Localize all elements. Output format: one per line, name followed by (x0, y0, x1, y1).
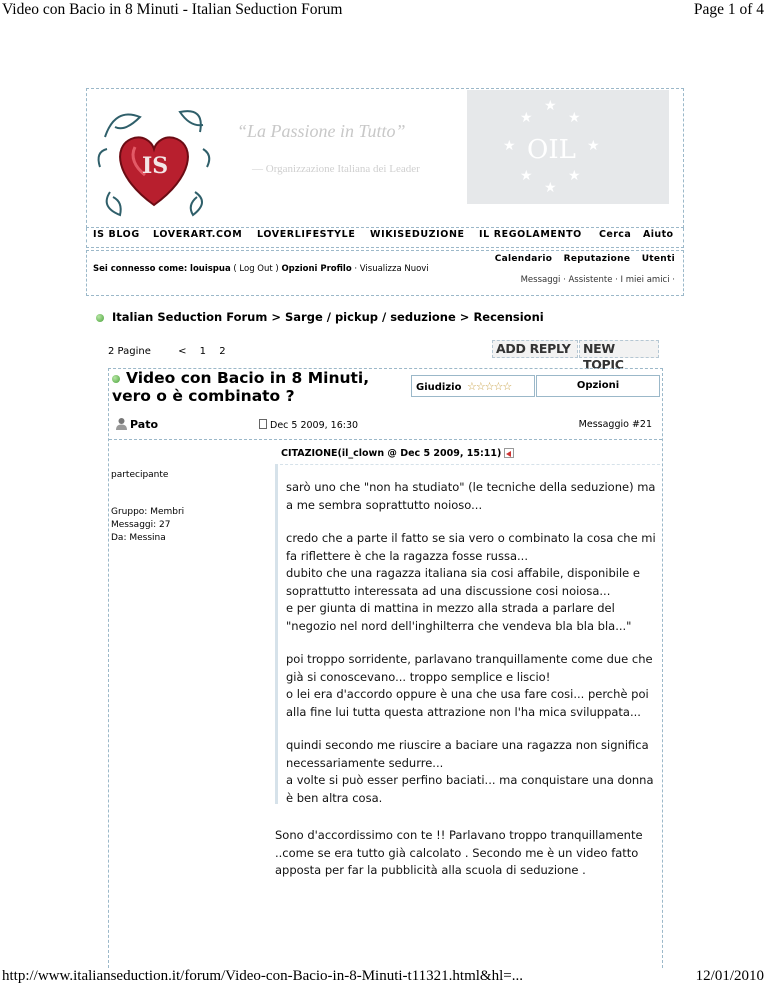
print-url: http://www.italianseduction.it/forum/Video-con-Bacio-in-8-Minuti-t11321.html&hl=... (2, 968, 523, 984)
topic-title-line1: Video con Bacio in 8 Minuti, (126, 369, 370, 387)
nav-aiuto[interactable]: Aiuto (643, 229, 674, 240)
author-name[interactable]: Pato (130, 418, 159, 431)
svg-text:★: ★ (520, 110, 533, 126)
link-utenti[interactable]: Utenti (641, 254, 675, 264)
user-icon (115, 417, 128, 430)
topic-options-button[interactable]: Opzioni (536, 375, 660, 397)
quote-header (281, 448, 514, 459)
view-post-icon[interactable] (504, 448, 514, 458)
green-bullet-icon (112, 375, 120, 383)
topic-rating[interactable] (411, 375, 535, 397)
quote-paragraph: poi troppo sorridente, parlavano tranquillamente come due che già si conoscevano... troppo semplice e liscio! o lei era d'accordo oppure è una che usa fare cosi... perchè poi alla fine lui tutta questa attrazione non l'ha mica sviluppata... (286, 652, 653, 719)
post-header-divider (109, 439, 662, 440)
connection-status (93, 264, 429, 274)
prev-page-link[interactable]: < (178, 346, 187, 357)
green-bullet-icon (96, 314, 104, 322)
username[interactable]: louispua (190, 264, 231, 274)
svg-text:★: ★ (520, 168, 533, 184)
breadcrumb-path[interactable]: Italian Seduction Forum > Sarge / pickup / seduzione > Recensioni (112, 310, 544, 324)
print-date: 12/01/2010 (695, 968, 764, 984)
banner-subslogan: — Organizzazione Italiana dei Leader (252, 163, 420, 175)
svg-text:★: ★ (568, 110, 581, 126)
nav-loverart[interactable]: LOVERART.COM (153, 229, 243, 240)
rating-stars-icon[interactable]: ☆☆☆☆☆ (466, 380, 512, 393)
oil-emblem (467, 90, 669, 204)
author-role: partecipante (111, 470, 169, 480)
post-number-link[interactable]: Messaggio #21 (578, 419, 652, 430)
add-reply-button[interactable]: ADD REPLY (492, 340, 578, 358)
page-link-1[interactable]: 1 (199, 346, 207, 357)
banner-slogan: “La Passione in Tutto” (237, 121, 406, 141)
author-message-count: Messaggi: 27 (111, 520, 171, 530)
svg-text:★: ★ (568, 168, 581, 184)
post-author (115, 417, 158, 431)
is-heart-logo[interactable] (95, 97, 213, 221)
topic-title-line2: vero o è combinato ? (112, 387, 295, 405)
link-reputazione[interactable]: Reputazione (563, 254, 631, 264)
nav-loverlifestyle[interactable]: LOVERLIFESTYLE (257, 229, 356, 240)
quote-header-text: CITAZIONE(il_clown @ Dec 5 2009, 15:11) (281, 448, 502, 459)
nav-wikiseduzione[interactable]: WIKISEDUZIONE (370, 229, 465, 240)
new-topic-button[interactable]: NEW TOPIC (579, 340, 659, 358)
reply-text: Sono d'accordissimo con te !! Parlavano troppo tranquillamente ..come se era tutto già calcolato . Secondo me è un video fatto apposta per far la pubblicità alla scuola di seduzione . (275, 828, 643, 877)
rating-label: Giudizio (416, 382, 462, 393)
pagination (108, 346, 236, 357)
post-document-icon (259, 419, 267, 429)
user-bar (86, 250, 684, 296)
nav-regolamento[interactable]: IL REGOLAMENTO (479, 229, 582, 240)
quote-paragraph: credo che a parte il fatto se sia vero o combinato la cosa che mi fa riflettere è che la ragazza fosse russa... dubito che una ragazza italiana sia cosi affabile, disponibile e soprattutto interessata ad una discussione cosi noiosa... e per giunta di mattina in mezzo alla strada a parlare del "negozio nel nord dell'inghilterra che vendeva bla bla bla..." (286, 531, 656, 633)
svg-text:IS: IS (142, 153, 169, 179)
print-page-number: Page 1 of 4 (693, 1, 764, 18)
post-date-text: Dec 5 2009, 16:30 (270, 420, 359, 431)
svg-text:★: ★ (544, 98, 557, 114)
svg-text:★: ★ (587, 138, 600, 154)
connected-label: Sei connesso come: (93, 264, 188, 274)
post-body (275, 827, 655, 880)
profile-options-link[interactable]: Opzioni Profilo (281, 264, 352, 274)
author-group: Gruppo: Membri (111, 507, 185, 517)
quote-paragraph: quindi secondo me riuscire a baciare una ragazza non significa necessariamente sedurre... a volte si può esser perfino baciati... ma conquistare una donna è ben altra cosa. (286, 738, 654, 805)
post-date (259, 419, 358, 431)
topic-container (108, 368, 663, 968)
topic-title (112, 369, 369, 405)
svg-text:★: ★ (503, 138, 516, 154)
main-nav (86, 228, 684, 248)
breadcrumb (96, 310, 544, 324)
nav-is-blog[interactable]: IS BLOG (93, 229, 140, 240)
view-new-link[interactable]: · Visualizza Nuovi (354, 264, 429, 274)
quote-paragraph: sarò uno che "non ha studiato" (le tecniche della seduzione) ma a me sembra soprattutto noioso... (286, 480, 656, 512)
page-link-2[interactable]: 2 (219, 346, 226, 357)
quote-block (275, 464, 660, 804)
nav-cerca[interactable]: Cerca (599, 229, 632, 240)
user-bottom-links[interactable]: Messaggi · Assistente · I miei amici · (520, 275, 675, 285)
forum-banner (86, 88, 684, 228)
link-calendario[interactable]: Calendario (494, 254, 553, 264)
author-info (111, 469, 184, 545)
emblem-text: OIL (527, 135, 576, 165)
print-title: Video con Bacio in 8 Minuti - Italian Seduction Forum (2, 1, 343, 18)
author-location: Da: Messina (111, 533, 166, 543)
logout-link[interactable]: ( Log Out ) (233, 264, 279, 274)
print-header (0, 0, 768, 24)
user-top-links (487, 254, 675, 264)
print-footer (0, 968, 768, 990)
pages-count: 2 Pagine (108, 346, 151, 357)
svg-text:★: ★ (544, 180, 557, 196)
